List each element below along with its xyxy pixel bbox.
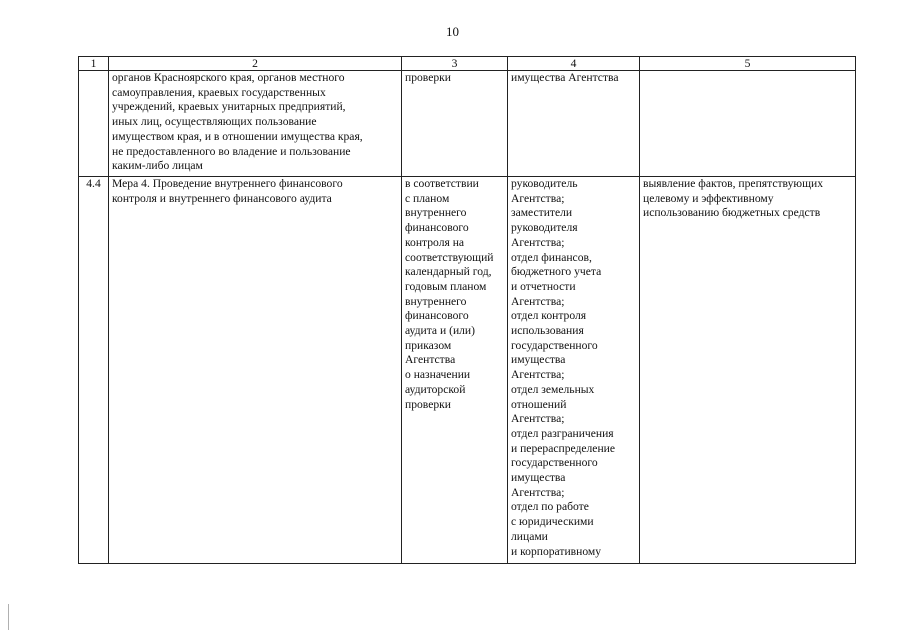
measure-cell: органов Красноярского края, органов местного самоуправления, краевых государственных учреждений, краевых унитарных предприятий, иных лиц, осуществляющих пользование имуществом края, и в отношении имущества края, не предоставленного во владение и пользование каким-либо лицам — [109, 71, 402, 177]
page-number: 10 — [446, 24, 459, 39]
table-row — [79, 71, 856, 177]
measure-cell: Мера 4. Проведение внутреннего финансового контроля и внутреннего финансового аудита — [109, 177, 402, 564]
term-cell: проверки — [402, 71, 508, 177]
table-header-row — [79, 57, 856, 71]
row-number-cell — [79, 71, 109, 177]
column-header-2: 2 — [109, 57, 402, 71]
row-number-cell: 4.4 — [79, 177, 109, 564]
responsible-cell: руководитель Агентства; заместители руководителя Агентства; отдел финансов, бюджетного учета и отчетности Агентства; отдел контроля использования государственного имущества Агентства; отдел земельных отношений Агентства; отдел разграничения и перераспределение государственного имущества Агентства; отдел по работе с юридическими лицами и корпоративному — [508, 177, 640, 564]
responsible-cell: имущества Агентства — [508, 71, 640, 177]
column-header-1: 1 — [79, 57, 109, 71]
result-cell — [640, 71, 856, 177]
table-row — [79, 177, 856, 564]
scan-margin-mark — [8, 604, 9, 630]
term-cell: в соответствии с планом внутреннего финансового контроля на соответствующий календарный год, годовым планом внутреннего финансового аудита и (или) приказом Агентства о назначении аудиторской проверки — [402, 177, 508, 564]
column-header-4: 4 — [508, 57, 640, 71]
measures-table — [78, 56, 856, 564]
result-cell: выявление фактов, препятствующих целевому и эффективному использованию бюджетных средств — [640, 177, 856, 564]
column-header-5: 5 — [640, 57, 856, 71]
column-header-3: 3 — [402, 57, 508, 71]
